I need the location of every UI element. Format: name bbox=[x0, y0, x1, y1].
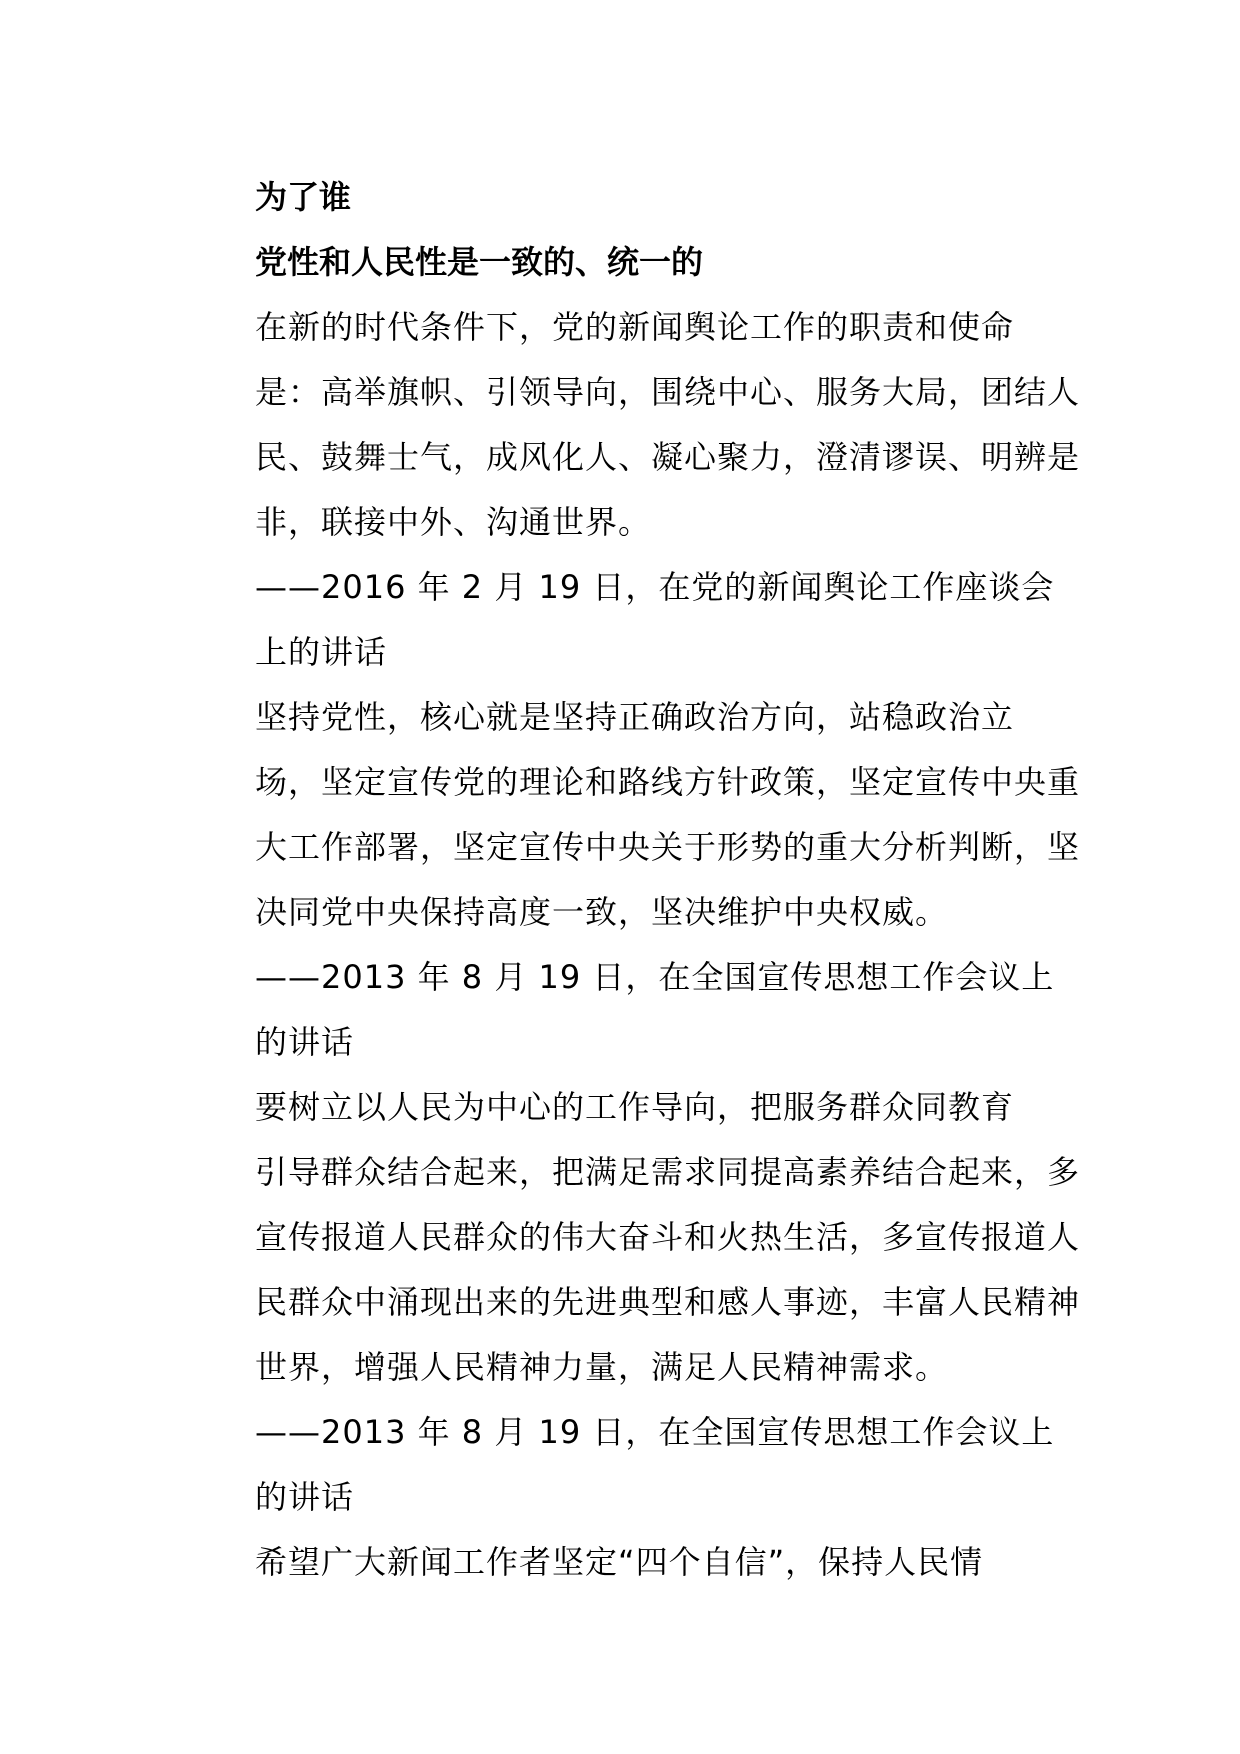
speech-source-citation bbox=[187, 555, 1057, 685]
text-line: 坚持党性，核心就是坚持正确政治方向，站稳政治立 bbox=[255, 698, 1015, 736]
text-line: 的讲话 bbox=[255, 1478, 355, 1516]
text-line: ——2013 年 8 月 19 日，在全国宣传思想工作会议上 bbox=[255, 958, 1055, 996]
paragraph-list bbox=[187, 295, 1081, 1595]
text-line: 引导群众结合起来，把满足需求同提高素养结合起来，多 bbox=[255, 1153, 1081, 1191]
text-line: 上的讲话 bbox=[255, 633, 388, 671]
text-line: 希望广大新闻工作者坚定“四个自信”，保持人民情 bbox=[255, 1543, 984, 1581]
text-line: 要树立以人民为中心的工作导向，把服务群众同教育 bbox=[255, 1088, 1015, 1126]
text-line: 场，坚定宣传党的理论和路线方针政策，坚定宣传中央重 bbox=[255, 763, 1081, 801]
text-line: 大工作部署，坚定宣传中央关于形势的重大分析判断，坚 bbox=[255, 828, 1081, 866]
section-heading: 为了谁 bbox=[255, 178, 352, 216]
speech-source-citation bbox=[187, 1400, 1057, 1530]
text-line: 在新的时代条件下，党的新闻舆论工作的职责和使命 bbox=[255, 308, 1015, 346]
body-paragraph bbox=[187, 295, 1081, 555]
text-line: 民、鼓舞士气，成风化人、凝心聚力，澄清谬误、明辨是 bbox=[255, 438, 1081, 476]
body-paragraph bbox=[187, 1075, 1081, 1400]
section-subheading: 党性和人民性是一致的、统一的 bbox=[255, 243, 704, 281]
body-paragraph bbox=[187, 1530, 1057, 1595]
text-line: 的讲话 bbox=[255, 1023, 355, 1061]
text-line: 民群众中涌现出来的先进典型和感人事迹，丰富人民精神 bbox=[255, 1283, 1081, 1321]
text-line: 非，联接中外、沟通世界。 bbox=[255, 503, 652, 541]
text-line: 是：高举旗帜、引领导向，围绕中心、服务大局，团结人 bbox=[255, 373, 1081, 411]
text-line: ——2013 年 8 月 19 日，在全国宣传思想工作会议上 bbox=[255, 1413, 1055, 1451]
text-line: 决同党中央保持高度一致，坚决维护中央权威。 bbox=[255, 893, 949, 931]
speech-source-citation bbox=[187, 945, 1057, 1075]
text-line: ——2016 年 2 月 19 日，在党的新闻舆论工作座谈会 bbox=[255, 568, 1055, 606]
body-paragraph bbox=[187, 685, 1081, 945]
text-line: 宣传报道人民群众的伟大奋斗和火热生活，多宣传报道人 bbox=[255, 1218, 1081, 1256]
document-body bbox=[187, 165, 1081, 1595]
text-line: 世界，增强人民精神力量，满足人民精神需求。 bbox=[255, 1348, 949, 1386]
